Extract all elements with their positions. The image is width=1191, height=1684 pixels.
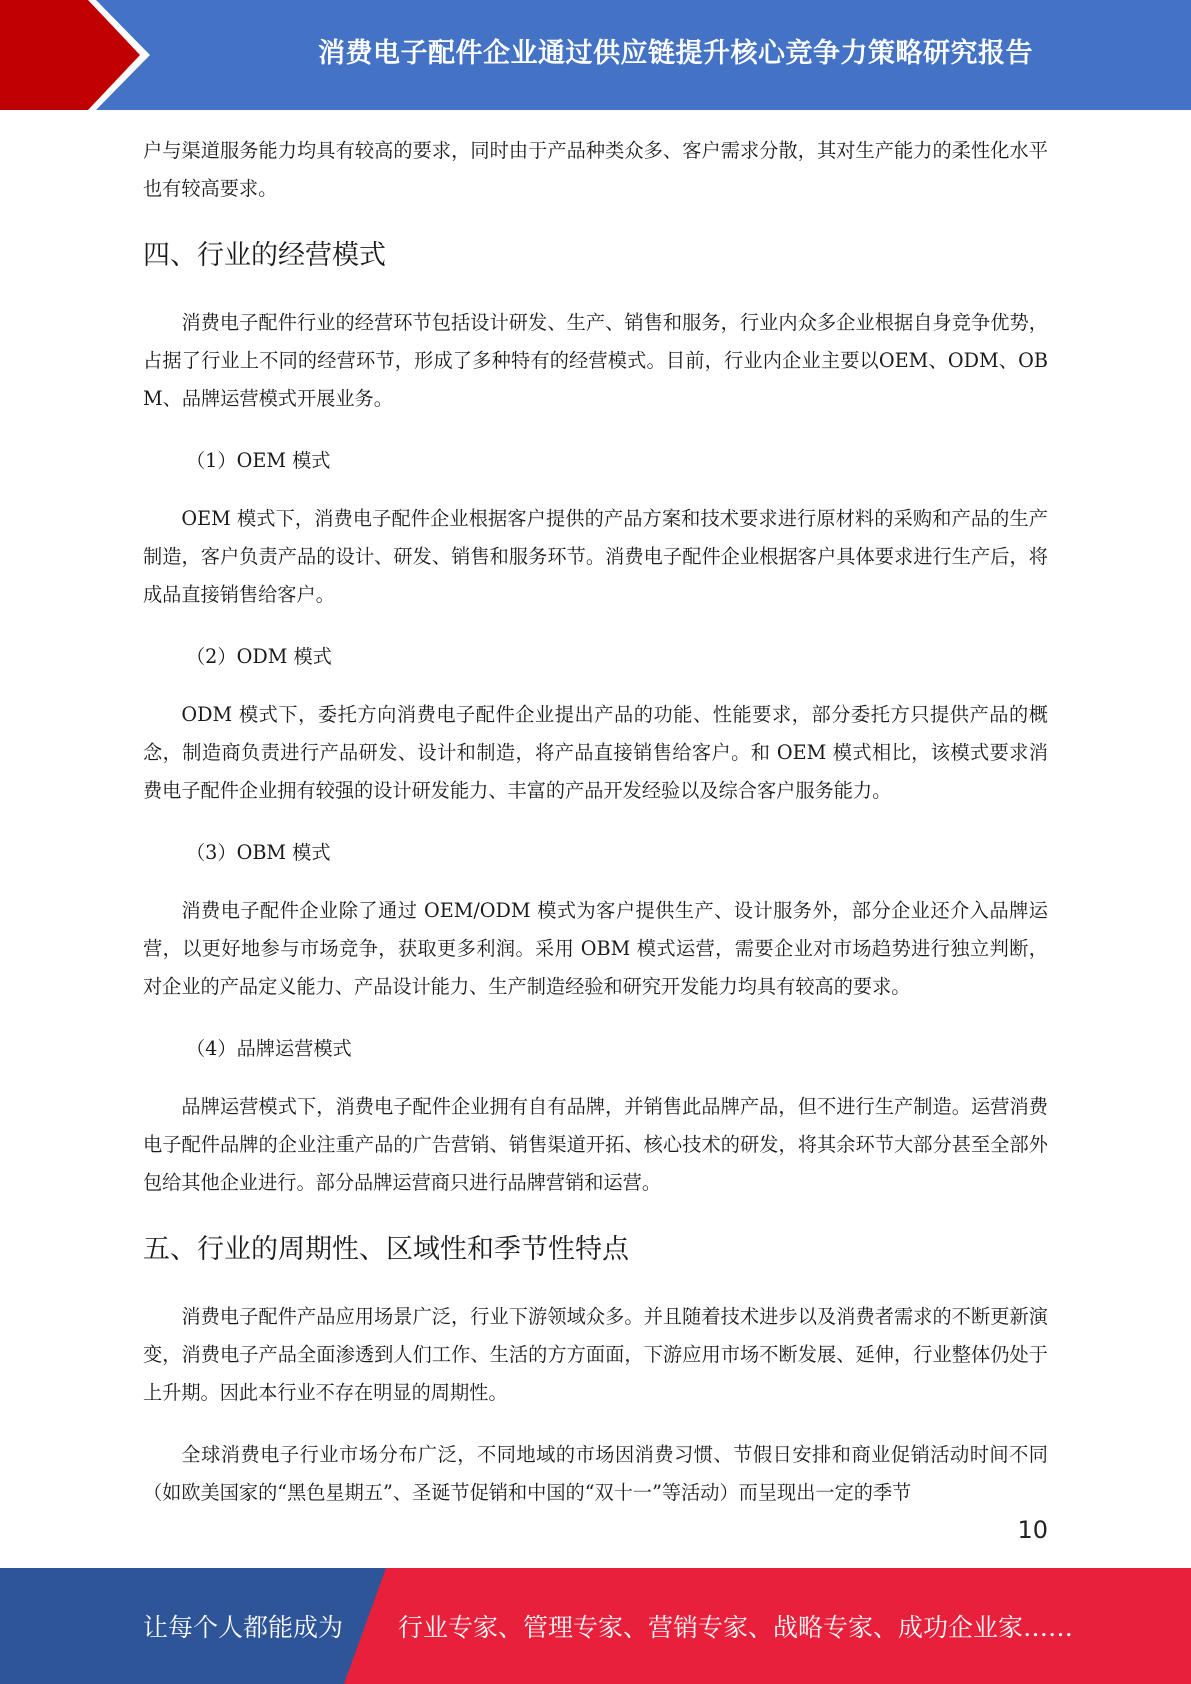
- paragraph-intro: 户与渠道服务能力均具有较高的要求，同时由于产品种类众多、客户需求分散，其对生产能力的柔性化水平也有较高要求。: [143, 139, 1048, 200]
- subheading-obm: （3）OBM 模式: [186, 841, 331, 864]
- footer-slogan-right: 行业专家、管理专家、营销专家、战略专家、成功企业家……: [398, 1613, 1074, 1642]
- paragraph-brand: 品牌运营模式下，消费电子配件企业拥有自有品牌，并销售此品牌产品，但不进行生产制造。运营消费电子配件品牌的企业注重产品的广告营销、销售渠道开拓、核心技术的研发，将其余环节大部分甚至全部外包给其他企业进行。部分品牌运营商只进行品牌营销和运营。: [143, 1095, 1048, 1194]
- page-number: 10: [1017, 1516, 1048, 1544]
- paragraph-cycle: 消费电子配件产品应用场景广泛，行业下游领域众多。并且随着技术进步以及消费者需求的不断更新演变，消费电子产品全面渗透到人们工作、生活的方方面面，下游应用市场不断发展、延伸，行业整体仍处于上升期。因此本行业不存在明显的周期性。: [143, 1305, 1048, 1404]
- document-body: [143, 132, 1048, 1512]
- subheading-brand: （4）品牌运营模式: [186, 1037, 352, 1060]
- paragraph-global: 全球消费电子行业市场分布广泛，不同地域的市场因消费习惯、节假日安排和商业促销活动时间不同（如欧美国家的“黑色星期五”、圣诞节促销和中国的“双十一”等活动）而呈现出一定的季节: [143, 1443, 1048, 1504]
- section-heading-4: 四、行业的经营模式: [143, 240, 386, 271]
- page-header: [0, 0, 1191, 110]
- subheading-odm: （2）ODM 模式: [186, 645, 332, 668]
- header-arrow-icon: [0, 0, 160, 110]
- section-heading-5: 五、行业的周期性、区域性和季节性特点: [143, 1234, 629, 1265]
- paragraph-oem: OEM 模式下，消费电子配件企业根据客户提供的产品方案和技术要求进行原材料的采购和产品的生产制造，客户负责产品的设计、研发、销售和服务环节。消费电子配件企业根据客户具体要求进行生产后，将成品直接销售给客户。: [143, 507, 1048, 606]
- paragraph-odm: ODM 模式下，委托方向消费电子配件企业提出产品的功能、性能要求，部分委托方只提供产品的概念，制造商负责进行产品研发、设计和制造，将产品直接销售给客户。和 OEM 模式相比，该模式要求消费电子配件企业拥有较强的设计研发能力、丰富的产品开发经验以及综合客户服务能力。: [143, 703, 1048, 802]
- paragraph-models: 消费电子配件行业的经营环节包括设计研发、生产、销售和服务，行业内众多企业根据自身竞争优势，占据了行业上不同的经营环节，形成了多种特有的经营模式。目前，行业内企业主要以OEM、ODM、OBM、品牌运营模式开展业务。: [143, 311, 1048, 410]
- page-footer: [0, 1568, 1191, 1684]
- subheading-oem: （1）OEM 模式: [186, 449, 331, 472]
- paragraph-obm: 消费电子配件企业除了通过 OEM/ODM 模式为客户提供生产、设计服务外，部分企业还介入品牌运营，以更好地参与市场竞争，获取更多利润。采用 OBM 模式运营，需要企业对市场趋势进行独立判断，对企业的产品定义能力、产品设计能力、生产制造经验和研究开发能力均具有较高的要求。: [143, 899, 1048, 998]
- footer-slogan-left: 让每个人都能成为: [143, 1613, 344, 1642]
- report-title: 消费电子配件企业通过供应链提升核心竞争力策略研究报告: [318, 37, 1033, 69]
